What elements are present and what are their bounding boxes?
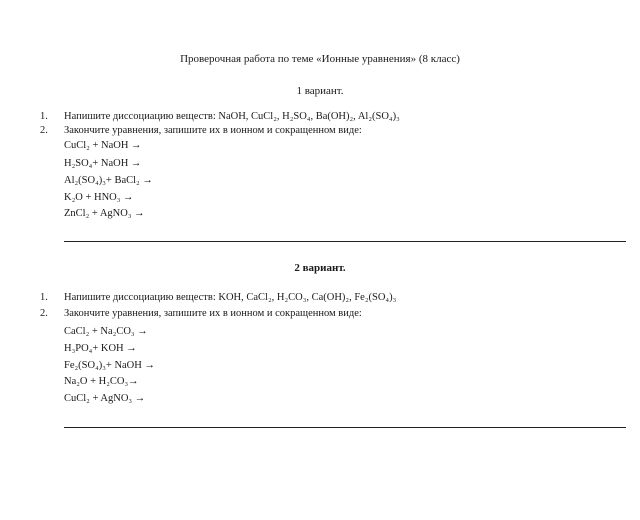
task-number: 2. — [40, 125, 48, 136]
task-number: 1. — [40, 111, 48, 122]
answer-line — [64, 427, 626, 428]
variant-2-task-2 — [40, 308, 362, 319]
variant-1-equation: Al₂(SO₄)₃+ BaCl₂ → — [64, 175, 153, 186]
variant-2-task-1 — [40, 292, 396, 303]
task-text: Напишите диссоциацию веществ: NaOH, CuCl₂, H₂SO₄, Ba(OH)₂, Al₂(SO₄)₃ — [64, 111, 400, 122]
worksheet-title: Проверочная работа по теме «Ионные уравнения» (8 класс) — [180, 53, 460, 65]
variant-2-equation: H₃PO₄+ KOH → — [64, 343, 137, 354]
answer-line — [64, 241, 626, 242]
variant-2-equation: CaCl₂ + Na₂CO₃ → — [64, 326, 148, 337]
variant-2-equation: Na₂O + H₂CO₃→ — [64, 376, 139, 387]
variant-1-task-2 — [40, 125, 362, 136]
task-text: Закончите уравнения, запишите их в ионном и сокращенном виде: — [64, 125, 362, 136]
variant-2-heading: 2 вариант. — [294, 262, 346, 274]
variant-2-equation: CuCl₂ + AgNO₃ → — [64, 393, 146, 404]
variant-1-equation: H₂SO₄+ NaOH → — [64, 158, 142, 169]
task-number: 2. — [40, 308, 48, 319]
variant-1-heading: 1 вариант. — [296, 85, 344, 97]
variant-2-equation: Fe₂(SO₄)₃+ NaOH → — [64, 360, 155, 371]
variant-1-equation: ZnCl₂ + AgNO₃ → — [64, 208, 145, 219]
task-text: Напишите диссоциацию веществ: KOH, CaCl₂, H₂CO₃, Ca(OH)₂, Fe₂(SO₄)₃ — [64, 292, 397, 303]
variant-1-task-1 — [40, 111, 400, 122]
task-text: Закончите уравнения, запишите их в ионном и сокращенном виде: — [64, 308, 362, 319]
variant-1-equation: CuCl₂ + NaOH → — [64, 140, 142, 151]
task-number: 1. — [40, 292, 48, 303]
variant-1-equation: K₂O + HNO₃ → — [64, 192, 134, 203]
